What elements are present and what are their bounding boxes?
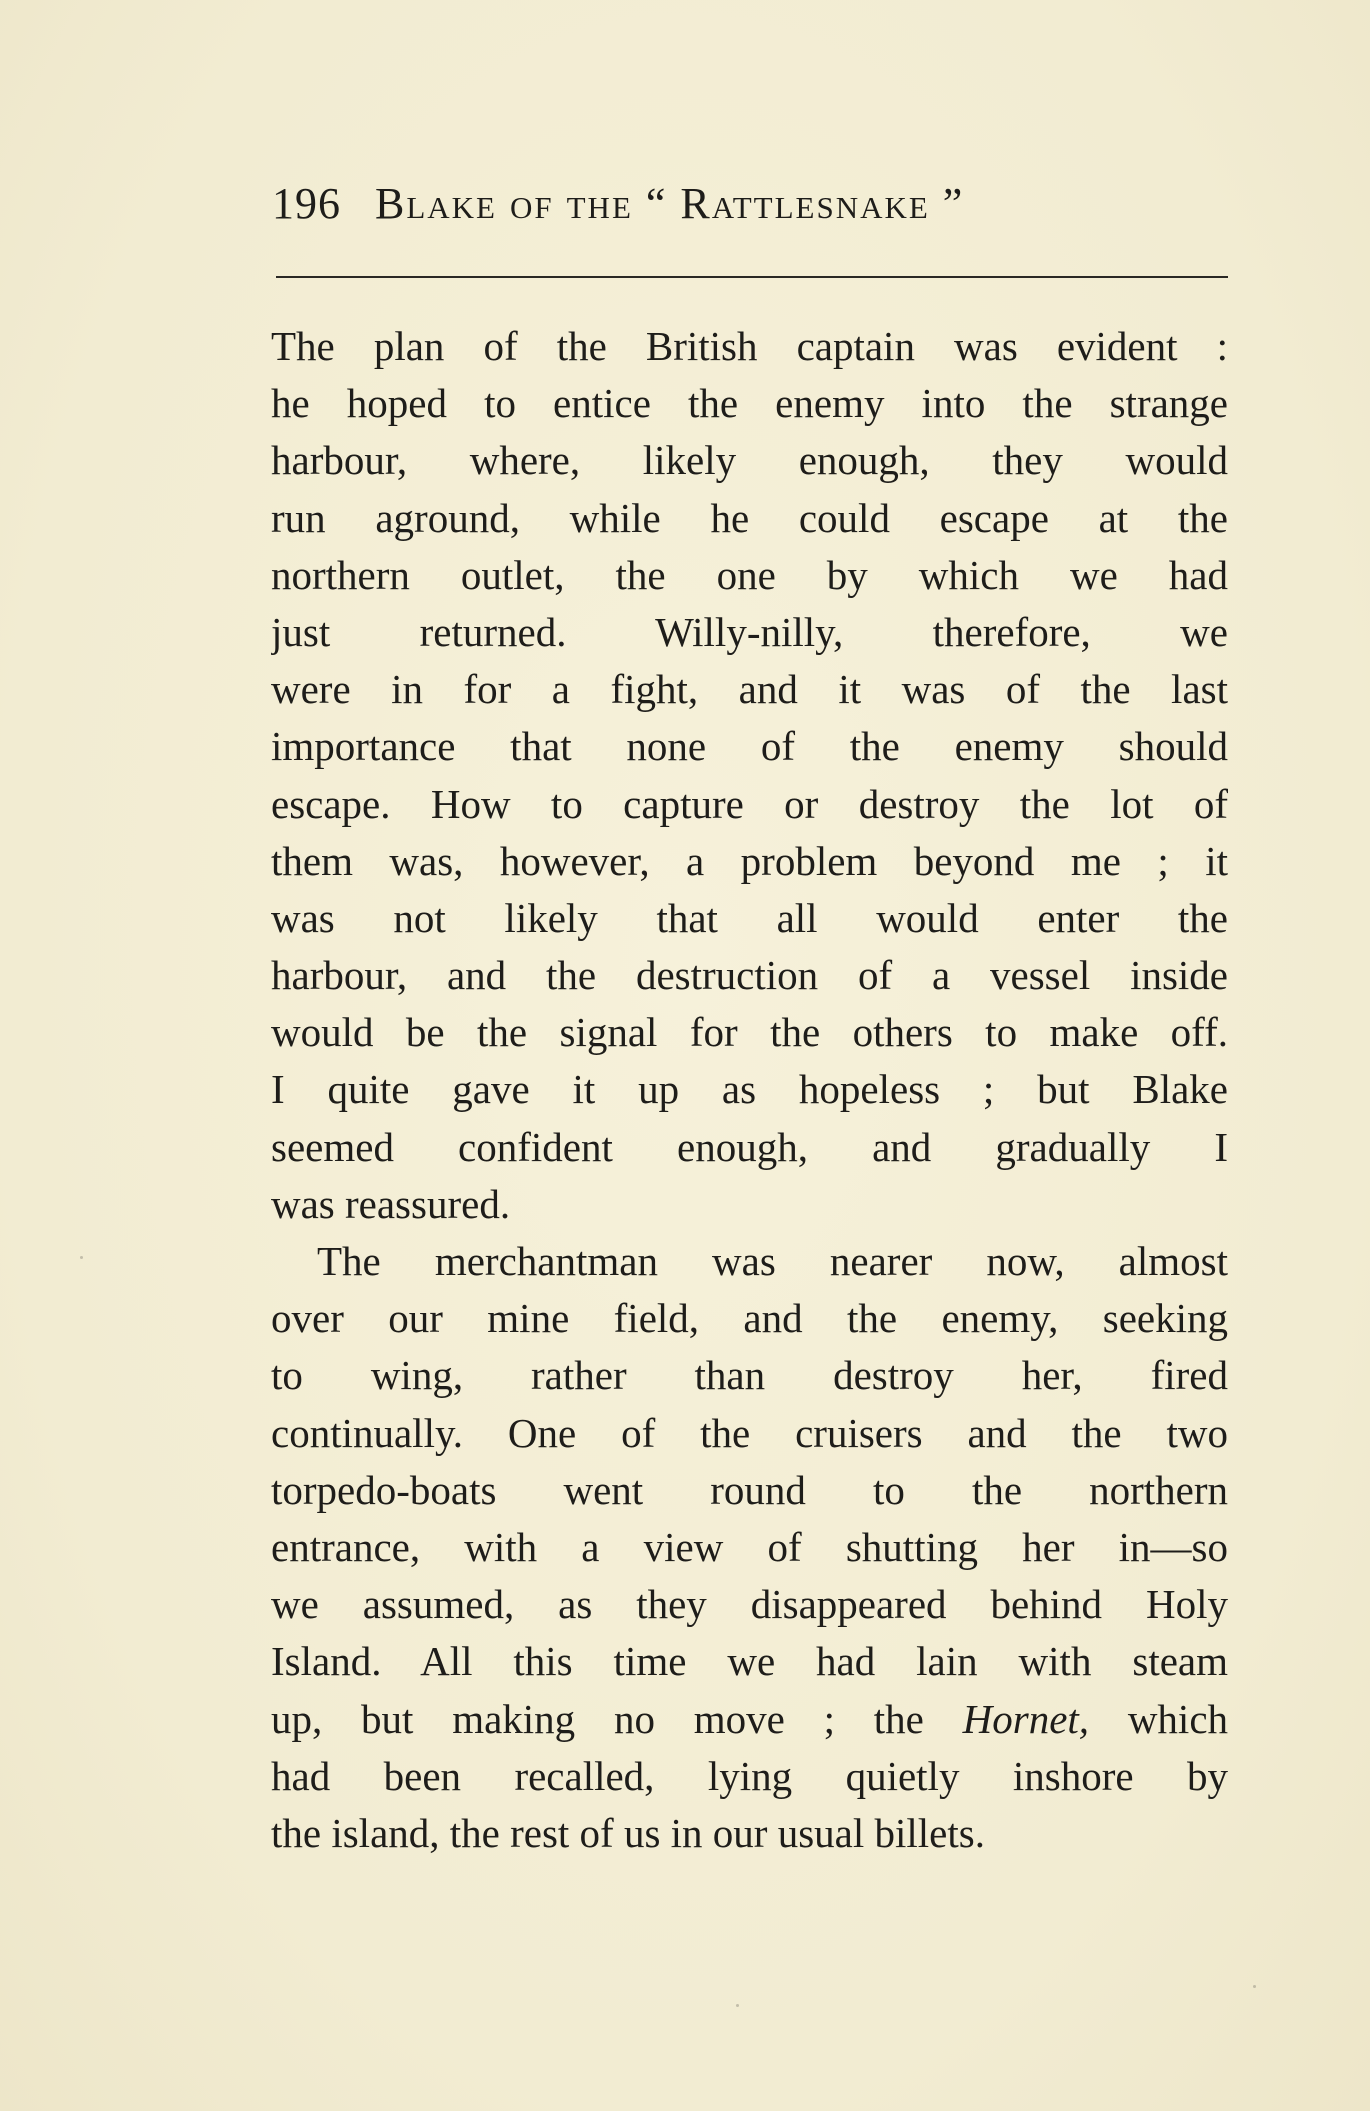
- text-line: run aground, while he could escape at the: [271, 494, 1228, 541]
- text-line: [271, 1691, 1228, 1748]
- paper-speck: [1253, 1985, 1256, 1988]
- body-text: [271, 318, 1228, 1862]
- text-line: had been recalled, lying quietly inshore by: [271, 1752, 1228, 1799]
- running-title: Blake of the “ Rattlesnake ”: [375, 179, 965, 228]
- text-line: continually. One of the cruisers and the two: [271, 1409, 1228, 1456]
- text-line: escape. How to capture or destroy the lot of: [271, 780, 1228, 827]
- text-line: Island. All this time we had lain with steam: [271, 1638, 1228, 1685]
- page-number: 196: [272, 179, 341, 228]
- text-line: would be the signal for the others to make off.: [271, 1009, 1228, 1056]
- text-line: the island, the rest of us in our usual billets.: [271, 1809, 985, 1856]
- text-line: entrance, with a view of shutting her in—so: [271, 1523, 1228, 1570]
- text-line: northern outlet, the one by which we had: [271, 551, 1228, 598]
- header-rule: [276, 276, 1228, 278]
- text-line: to wing, rather than destroy her, fired: [271, 1352, 1228, 1399]
- text-segment: up, but making no move ; the: [271, 1695, 924, 1742]
- text-line: them was, however, a problem beyond me ; it: [271, 837, 1228, 884]
- text-line: harbour, where, likely enough, they would: [271, 437, 1228, 484]
- text-line: The merchantman was nearer now, almost: [317, 1238, 1228, 1284]
- text-line: over our mine field, and the enemy, seeking: [271, 1295, 1228, 1342]
- text-line: I quite gave it up as hopeless ; but Blake: [271, 1066, 1228, 1113]
- text-line: importance that none of the enemy should: [271, 723, 1228, 770]
- text-line: torpedo-boats went round to the northern: [271, 1466, 1228, 1513]
- text-line: seemed confident enough, and gradually I: [271, 1123, 1228, 1170]
- text-line: were in for a fight, and it was of the last: [271, 666, 1228, 713]
- text-line: just returned. Willy-nilly, therefore, we: [271, 608, 1228, 655]
- text-segment: which: [1127, 1695, 1228, 1742]
- text-line: we assumed, as they disappeared behind Holy: [271, 1581, 1228, 1628]
- text-line: The plan of the British captain was evident :: [271, 323, 1228, 369]
- text-line: was not likely that all would enter the: [271, 894, 1228, 941]
- paper-speck: [80, 1256, 83, 1259]
- text-line: he hoped to entice the enemy into the strange: [271, 380, 1228, 427]
- text-line: was reassured.: [271, 1180, 511, 1227]
- page-header: [272, 178, 1232, 230]
- text-line: harbour, and the destruction of a vessel inside: [271, 952, 1228, 999]
- paper-speck: [736, 2004, 739, 2007]
- ship-name-italic: Hornet,: [962, 1695, 1090, 1742]
